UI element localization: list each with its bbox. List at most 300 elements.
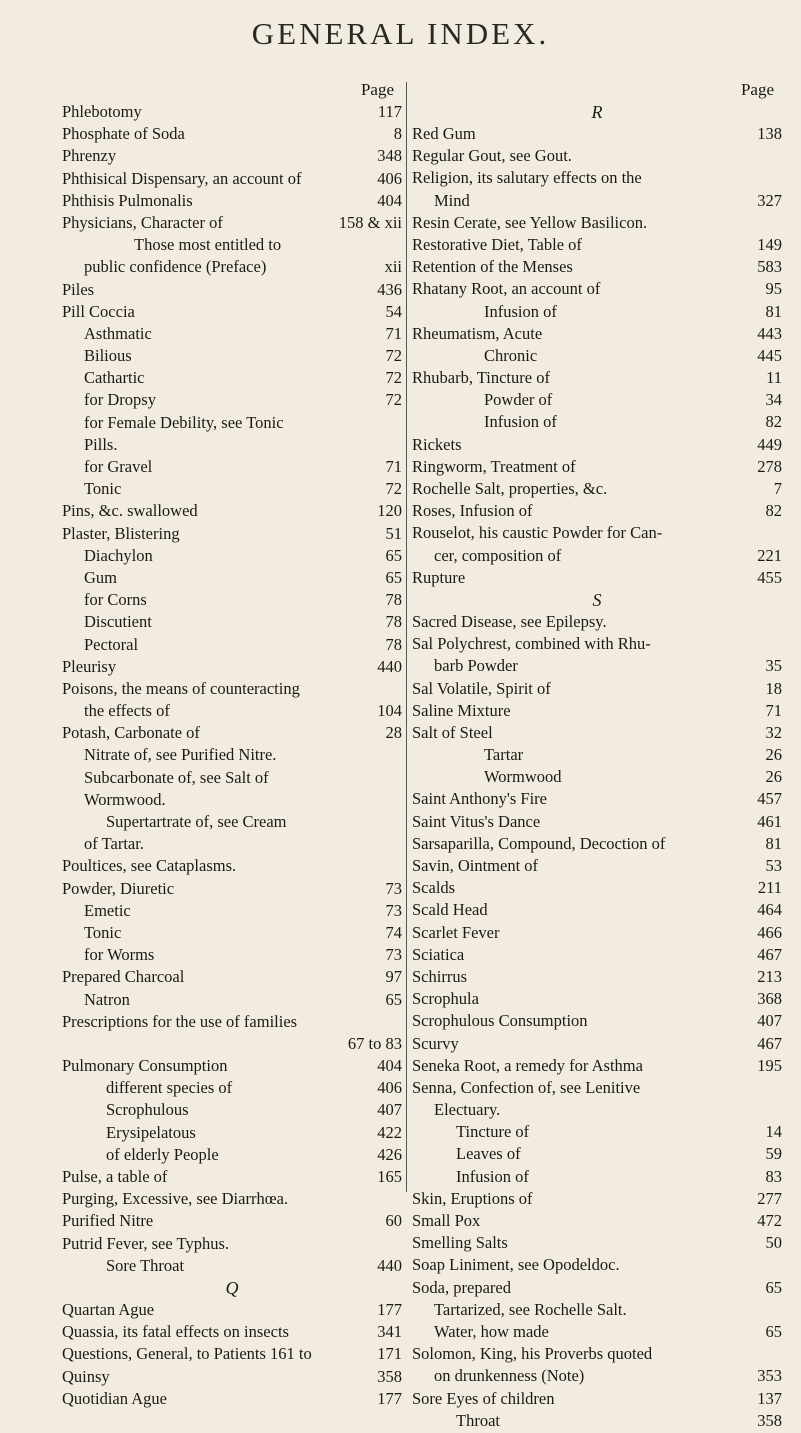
entry-page: 404 <box>377 190 402 210</box>
entry-term: Religion, its salutary effects on the <box>412 168 642 188</box>
entry-term: for Gravel <box>84 457 153 476</box>
index-entry <box>412 1056 782 1078</box>
entry-term: Prescriptions for the use of families <box>62 1011 298 1031</box>
index-entry <box>62 657 402 679</box>
entry-page: 65 <box>765 1321 782 1341</box>
entry-term: Electuary. <box>434 1100 501 1120</box>
entry-term: the effects of <box>84 701 170 721</box>
entry-page: 18 <box>765 678 782 698</box>
entry-page: 353 <box>757 1366 782 1386</box>
entry-term: Questions, General, to Patients 161 to <box>62 1344 312 1364</box>
page-header-label: Page <box>740 80 774 99</box>
entry-term: Tincture of <box>456 1122 530 1142</box>
entry-page: 50 <box>765 1233 782 1253</box>
entry-term: Savin, Ointment of <box>412 856 539 875</box>
index-entry <box>62 1123 402 1145</box>
entry-page: 51 <box>385 523 402 543</box>
entry-page: 149 <box>757 234 782 254</box>
index-entry <box>412 723 782 745</box>
entry-term: Erysipelatous <box>106 1122 196 1142</box>
index-entry <box>62 346 402 368</box>
index-entry <box>62 790 402 812</box>
index-entry <box>62 879 402 901</box>
entry-page: 11 <box>766 368 782 388</box>
index-entry <box>412 679 782 701</box>
index-entry <box>412 1078 782 1100</box>
index-entry <box>412 745 782 767</box>
index-entry <box>62 768 402 790</box>
entry-page: 165 <box>377 1167 402 1186</box>
entry-page: 78 <box>385 612 402 632</box>
entry-term: Rochelle Salt, properties, &c. <box>412 479 608 498</box>
entry-term: Phthisical Dispensary, an account of <box>62 168 302 188</box>
index-entry <box>412 945 782 967</box>
entry-page: 327 <box>757 190 782 210</box>
entry-term: Scurvy <box>412 1033 459 1053</box>
entry-page: 358 <box>377 1366 402 1386</box>
index-entry <box>62 1056 402 1078</box>
index-entry <box>62 1344 402 1366</box>
entry-page: 26 <box>765 745 782 765</box>
index-entry <box>62 745 402 767</box>
entry-page: 73 <box>385 900 402 920</box>
entry-page: 406 <box>377 1078 402 1098</box>
entry-term: barb Powder <box>434 656 518 676</box>
index-entry <box>412 235 782 257</box>
index-entry <box>412 656 782 678</box>
entry-page: 97 <box>385 967 402 987</box>
entry-page: 74 <box>385 922 402 942</box>
entry-page: 78 <box>385 634 402 654</box>
entry-page: 73 <box>385 945 402 965</box>
entry-term: Piles <box>62 279 95 299</box>
entry-page: 7 <box>773 479 782 498</box>
entry-term: Purging, Excessive, see Diarrhœa. <box>62 1189 289 1209</box>
index-entry <box>62 1256 402 1278</box>
entry-page: 95 <box>765 279 782 299</box>
entry-term: Scald Head <box>412 900 488 920</box>
entry-page: 28 <box>385 723 402 743</box>
index-entry <box>412 1300 782 1322</box>
entry-term: Wormwood. <box>84 789 166 809</box>
entry-page: 26 <box>765 767 782 787</box>
entry-term: Scalds <box>412 878 456 898</box>
entry-page: 60 <box>385 1211 402 1231</box>
entry-page: 426 <box>377 1144 402 1164</box>
index-entry <box>62 967 402 989</box>
index-entry <box>62 257 402 279</box>
index-entry <box>62 723 402 745</box>
entry-term: Sarsaparilla, Compound, Decoction of <box>412 833 666 853</box>
entry-term: Phlebotomy <box>62 102 142 121</box>
index-entry <box>412 435 782 457</box>
index-entry <box>412 1411 782 1433</box>
entry-term: Sore Eyes of children <box>412 1388 555 1408</box>
index-entry <box>62 812 402 834</box>
entry-term: Wormwood <box>484 767 562 787</box>
right-column <box>412 80 782 1433</box>
index-entry <box>412 1189 782 1211</box>
entry-term: Quinsy <box>62 1366 110 1386</box>
entry-page: 464 <box>757 900 782 920</box>
entry-page: 583 <box>757 257 782 277</box>
index-entry <box>62 1145 402 1167</box>
entry-page: 104 <box>377 701 402 721</box>
index-entry <box>412 1167 782 1189</box>
entry-term: Asthmatic <box>84 323 152 343</box>
entry-page: 445 <box>757 345 782 365</box>
index-entry <box>62 280 402 302</box>
entry-term: Poultices, see Cataplasms. <box>62 856 237 876</box>
entry-page: 53 <box>765 856 782 875</box>
index-entry <box>412 191 782 213</box>
page-header-label: Page <box>360 80 394 99</box>
entry-term: Soap Liniment, see Opodeldoc. <box>412 1255 620 1275</box>
page-header <box>412 80 782 102</box>
index-entry <box>412 1144 782 1166</box>
index-entry <box>62 324 402 346</box>
entry-term: Seneka Root, a remedy for Asthma <box>412 1055 643 1075</box>
index-entry <box>412 923 782 945</box>
entry-term: Powder of <box>484 390 553 410</box>
entry-term: Quassia, its fatal effects on insects <box>62 1322 289 1342</box>
entry-page: 82 <box>765 501 782 521</box>
entry-page: 406 <box>377 168 402 188</box>
entry-page: 81 <box>765 301 782 321</box>
entry-term: Saline Mixture <box>412 700 511 720</box>
index-entry <box>62 435 402 457</box>
index-entry <box>62 612 402 634</box>
index-entry <box>62 1078 402 1100</box>
index-entry <box>412 834 782 856</box>
entry-page: 472 <box>757 1211 782 1230</box>
index-entry <box>412 967 782 989</box>
index-entry <box>62 146 402 168</box>
entry-page: 72 <box>385 390 402 410</box>
entry-term: Scrophulous Consumption <box>412 1011 588 1031</box>
entry-page: 461 <box>757 811 782 831</box>
index-entry <box>62 568 402 590</box>
entry-term: Subcarbonate of, see Salt of <box>84 767 269 787</box>
entry-page: 407 <box>377 1100 402 1120</box>
index-entry <box>62 1211 402 1233</box>
index-entry <box>62 990 402 1012</box>
index-entry <box>62 169 402 191</box>
index-entry <box>62 368 402 390</box>
section-letter: Q <box>225 1277 239 1298</box>
entry-term: on drunkenness (Note) <box>434 1366 585 1386</box>
index-entry <box>412 346 782 368</box>
entry-page: xii <box>384 257 402 277</box>
entry-term: Poisons, the means of counteracting <box>62 678 300 698</box>
index-entry <box>412 1322 782 1344</box>
entry-term: Pulse, a table of <box>62 1167 168 1186</box>
entry-term: Quotidian Ague <box>62 1388 167 1408</box>
entry-term: for Worms <box>84 945 155 965</box>
entry-page: 277 <box>757 1188 782 1208</box>
entry-term: Small Pox <box>412 1211 481 1230</box>
entry-page: 81 <box>765 833 782 853</box>
entry-page: 71 <box>385 323 402 343</box>
entry-page: 422 <box>377 1122 402 1142</box>
entry-page: 404 <box>377 1056 402 1076</box>
entry-page: 171 <box>377 1344 402 1364</box>
entry-term: Powder, Diuretic <box>62 878 175 898</box>
entry-term: Solomon, King, his Proverbs quoted <box>412 1344 653 1364</box>
entry-term: Phthisis Pulmonalis <box>62 190 193 210</box>
index-entry <box>412 856 782 878</box>
entry-term: Sal Polychrest, combined with Rhu- <box>412 634 651 654</box>
index-entry <box>412 812 782 834</box>
entry-page: 358 <box>757 1410 782 1430</box>
entry-page: 72 <box>385 346 402 366</box>
entry-term: Sciatica <box>412 944 465 964</box>
index-entry <box>62 1012 402 1034</box>
entry-term: Scrophulous <box>106 1100 189 1120</box>
entry-page: 73 <box>385 878 402 898</box>
index-entry <box>62 701 402 723</box>
index-entry <box>412 523 782 545</box>
index-entry <box>412 457 782 479</box>
entry-term: Cathartic <box>84 368 145 388</box>
index-entry <box>62 1034 402 1056</box>
entry-term: Scrophula <box>412 989 479 1009</box>
entry-term: Pleurisy <box>62 656 117 676</box>
entry-term: Soda, prepared <box>412 1277 511 1297</box>
entry-term: Scarlet Fever <box>412 922 500 942</box>
index-entry <box>412 878 782 900</box>
entry-term: Supertartrate of, see Cream <box>106 812 287 831</box>
index-entry <box>412 701 782 723</box>
index-entry <box>62 1367 402 1389</box>
entry-term: Sore Throat <box>106 1255 185 1275</box>
entry-term: Rouselot, his caustic Powder for Can- <box>412 523 663 543</box>
entry-term: Phosphate of Soda <box>62 124 185 144</box>
entry-page: 467 <box>757 1033 782 1053</box>
entry-term: Rhubarb, Tincture of <box>412 368 550 388</box>
index-entry <box>62 235 402 257</box>
entry-term: Those most entitled to <box>134 235 282 255</box>
entry-page: 35 <box>765 656 782 676</box>
entry-page: 440 <box>377 656 402 676</box>
entry-term: different species of <box>106 1078 233 1098</box>
index-entry <box>62 390 402 412</box>
entry-term: for Dropsy <box>84 390 156 410</box>
index-entry <box>62 1234 402 1256</box>
entry-term: Putrid Fever, see Typhus. <box>62 1233 229 1253</box>
entry-term: for Female Debility, see Tonic <box>84 412 284 432</box>
entry-term: Nitrate of, see Purified Nitre. <box>84 745 277 765</box>
entry-term: Roses, Infusion of <box>412 501 533 521</box>
entry-term: Tartar <box>484 745 524 765</box>
index-entry <box>412 789 782 811</box>
entry-term: Tonic <box>84 479 122 499</box>
index-entry <box>412 124 782 146</box>
entry-page: 34 <box>765 390 782 410</box>
entry-term: Schirrus <box>412 966 467 986</box>
entry-term: Resin Cerate, see Yellow Basilicon. <box>412 212 648 232</box>
entry-page: 177 <box>377 1388 402 1408</box>
index-entry <box>412 412 782 434</box>
entry-term: Smelling Salts <box>412 1233 508 1253</box>
index-entry <box>412 324 782 346</box>
entry-term: Leaves of <box>456 1144 521 1164</box>
entry-term: Emetic <box>84 900 131 920</box>
entry-term: Infusion of <box>484 301 557 321</box>
entry-term: Quartan Ague <box>62 1299 155 1319</box>
entry-page: 59 <box>765 1144 782 1164</box>
index-entry <box>62 901 402 923</box>
entry-term: Rhatany Root, an account of <box>412 279 601 299</box>
entry-page: 213 <box>757 966 782 986</box>
index-entry <box>412 546 782 568</box>
entry-page: 65 <box>385 989 402 1009</box>
entry-page: 348 <box>377 146 402 166</box>
index-entry <box>412 1122 782 1144</box>
entry-page: 120 <box>377 501 402 521</box>
index-entry <box>412 1344 782 1366</box>
entry-term: Red Gum <box>412 124 476 143</box>
entry-term: Prepared Charcoal <box>62 967 185 987</box>
entry-term: of elderly People <box>106 1144 219 1164</box>
entry-page: 211 <box>757 878 782 898</box>
entry-term: Saint Anthony's Fire <box>412 789 547 809</box>
entry-list <box>62 102 402 1411</box>
entry-term: Retention of the Menses <box>412 257 573 277</box>
index-entry <box>412 767 782 789</box>
entry-term: Phrenzy <box>62 146 117 166</box>
entry-term: Infusion of <box>456 1166 529 1186</box>
entry-term: Pulmonary Consumption <box>62 1056 228 1076</box>
entry-term: Regular Gout, see Gout. <box>412 146 572 166</box>
entry-term: Throat <box>456 1410 500 1430</box>
entry-page: 278 <box>757 456 782 476</box>
entry-page: 117 <box>377 102 402 121</box>
index-entry <box>62 856 402 878</box>
index-entry <box>412 213 782 235</box>
column-divider <box>406 82 407 1192</box>
entry-page: 82 <box>765 412 782 432</box>
entry-term: Discutient <box>84 612 152 632</box>
index-entry <box>412 900 782 922</box>
entry-term: Ringworm, Treatment of <box>412 456 576 476</box>
entry-term: Chronic <box>484 345 538 365</box>
entry-page: 443 <box>757 323 782 343</box>
entry-page: 407 <box>757 1011 782 1031</box>
entry-term: Skin, Eruptions of <box>412 1188 533 1208</box>
entry-term: Pill Coccia <box>62 301 135 321</box>
entry-page: 177 <box>377 1299 402 1319</box>
entry-term: Pills. <box>84 434 118 454</box>
entry-term: Rickets <box>412 434 462 454</box>
page-title: GENERAL INDEX. <box>251 16 550 51</box>
page-header <box>62 80 402 102</box>
index-entry <box>62 479 402 501</box>
index-entry <box>62 1300 402 1322</box>
entry-term: Purified Nitre <box>62 1211 154 1231</box>
entry-page: 467 <box>757 944 782 964</box>
entry-term: public confidence (Preface) <box>84 257 267 277</box>
entry-page: 158 & xii <box>338 212 402 232</box>
entry-page: 32 <box>765 722 782 742</box>
entry-page: 137 <box>757 1388 782 1408</box>
entry-page: 8 <box>393 124 402 144</box>
entry-page: 14 <box>765 1122 782 1142</box>
entry-page: 368 <box>757 989 782 1009</box>
entry-page: 457 <box>757 789 782 809</box>
index-entry <box>62 590 402 612</box>
entry-page: 455 <box>757 567 782 587</box>
entry-term: Plaster, Blistering <box>62 523 180 543</box>
left-column <box>62 80 402 1411</box>
index-entry <box>412 1366 782 1388</box>
index-entry <box>412 989 782 1011</box>
entry-page: 138 <box>757 124 782 143</box>
index-entry <box>62 457 402 479</box>
index-entry <box>62 1389 402 1411</box>
index-entry <box>62 679 402 701</box>
entry-page: 449 <box>757 434 782 454</box>
entry-term: Pectoral <box>84 634 139 654</box>
index-entry <box>412 1011 782 1033</box>
index-entry <box>62 923 402 945</box>
entry-term: Restorative Diet, Table of <box>412 234 582 254</box>
entry-page: 65 <box>385 545 402 565</box>
index-entry <box>412 568 782 590</box>
entry-term: Physicians, Character of <box>62 212 223 232</box>
entry-term: Saint Vitus's Dance <box>412 811 541 831</box>
index-entry <box>412 634 782 656</box>
entry-term: cer, composition of <box>434 545 562 565</box>
index-entry <box>412 368 782 390</box>
index-entry <box>62 1322 402 1344</box>
section-letter: R <box>591 102 603 122</box>
index-entry <box>62 635 402 657</box>
index-entry <box>62 124 402 146</box>
entry-page: 78 <box>385 590 402 610</box>
entry-term: Sal Volatile, Spirit of <box>412 678 551 698</box>
index-entry <box>412 1278 782 1300</box>
entry-term: Gum <box>84 567 117 587</box>
entry-term: Tonic <box>84 922 122 942</box>
entry-page: 65 <box>385 567 402 587</box>
entry-page: 72 <box>385 479 402 499</box>
index-entry <box>62 213 402 235</box>
entry-term: for Corns <box>84 590 147 610</box>
entry-term: Natron <box>84 989 130 1009</box>
index-entry <box>412 146 782 168</box>
index-entry <box>412 1389 782 1411</box>
entry-term: Tartarized, see Rochelle Salt. <box>434 1299 627 1319</box>
index-entry <box>62 1189 402 1211</box>
entry-term: Potash, Carbonate of <box>62 723 200 743</box>
index-entry <box>62 1100 402 1122</box>
index-entry <box>62 1167 402 1189</box>
index-entry <box>412 390 782 412</box>
entry-term: Rheumatism, Acute <box>412 323 543 343</box>
entry-term: Water, how made <box>434 1321 549 1341</box>
index-entry <box>62 102 402 124</box>
index-entry <box>412 612 782 634</box>
index-entry <box>412 1233 782 1255</box>
entry-term: Rupture <box>412 567 466 587</box>
entry-page: 71 <box>385 457 402 476</box>
entry-page: 83 <box>765 1166 782 1186</box>
entry-page: 436 <box>377 279 402 299</box>
index-entry <box>62 191 402 213</box>
entry-page: 195 <box>757 1055 782 1075</box>
index-entry <box>412 302 782 324</box>
